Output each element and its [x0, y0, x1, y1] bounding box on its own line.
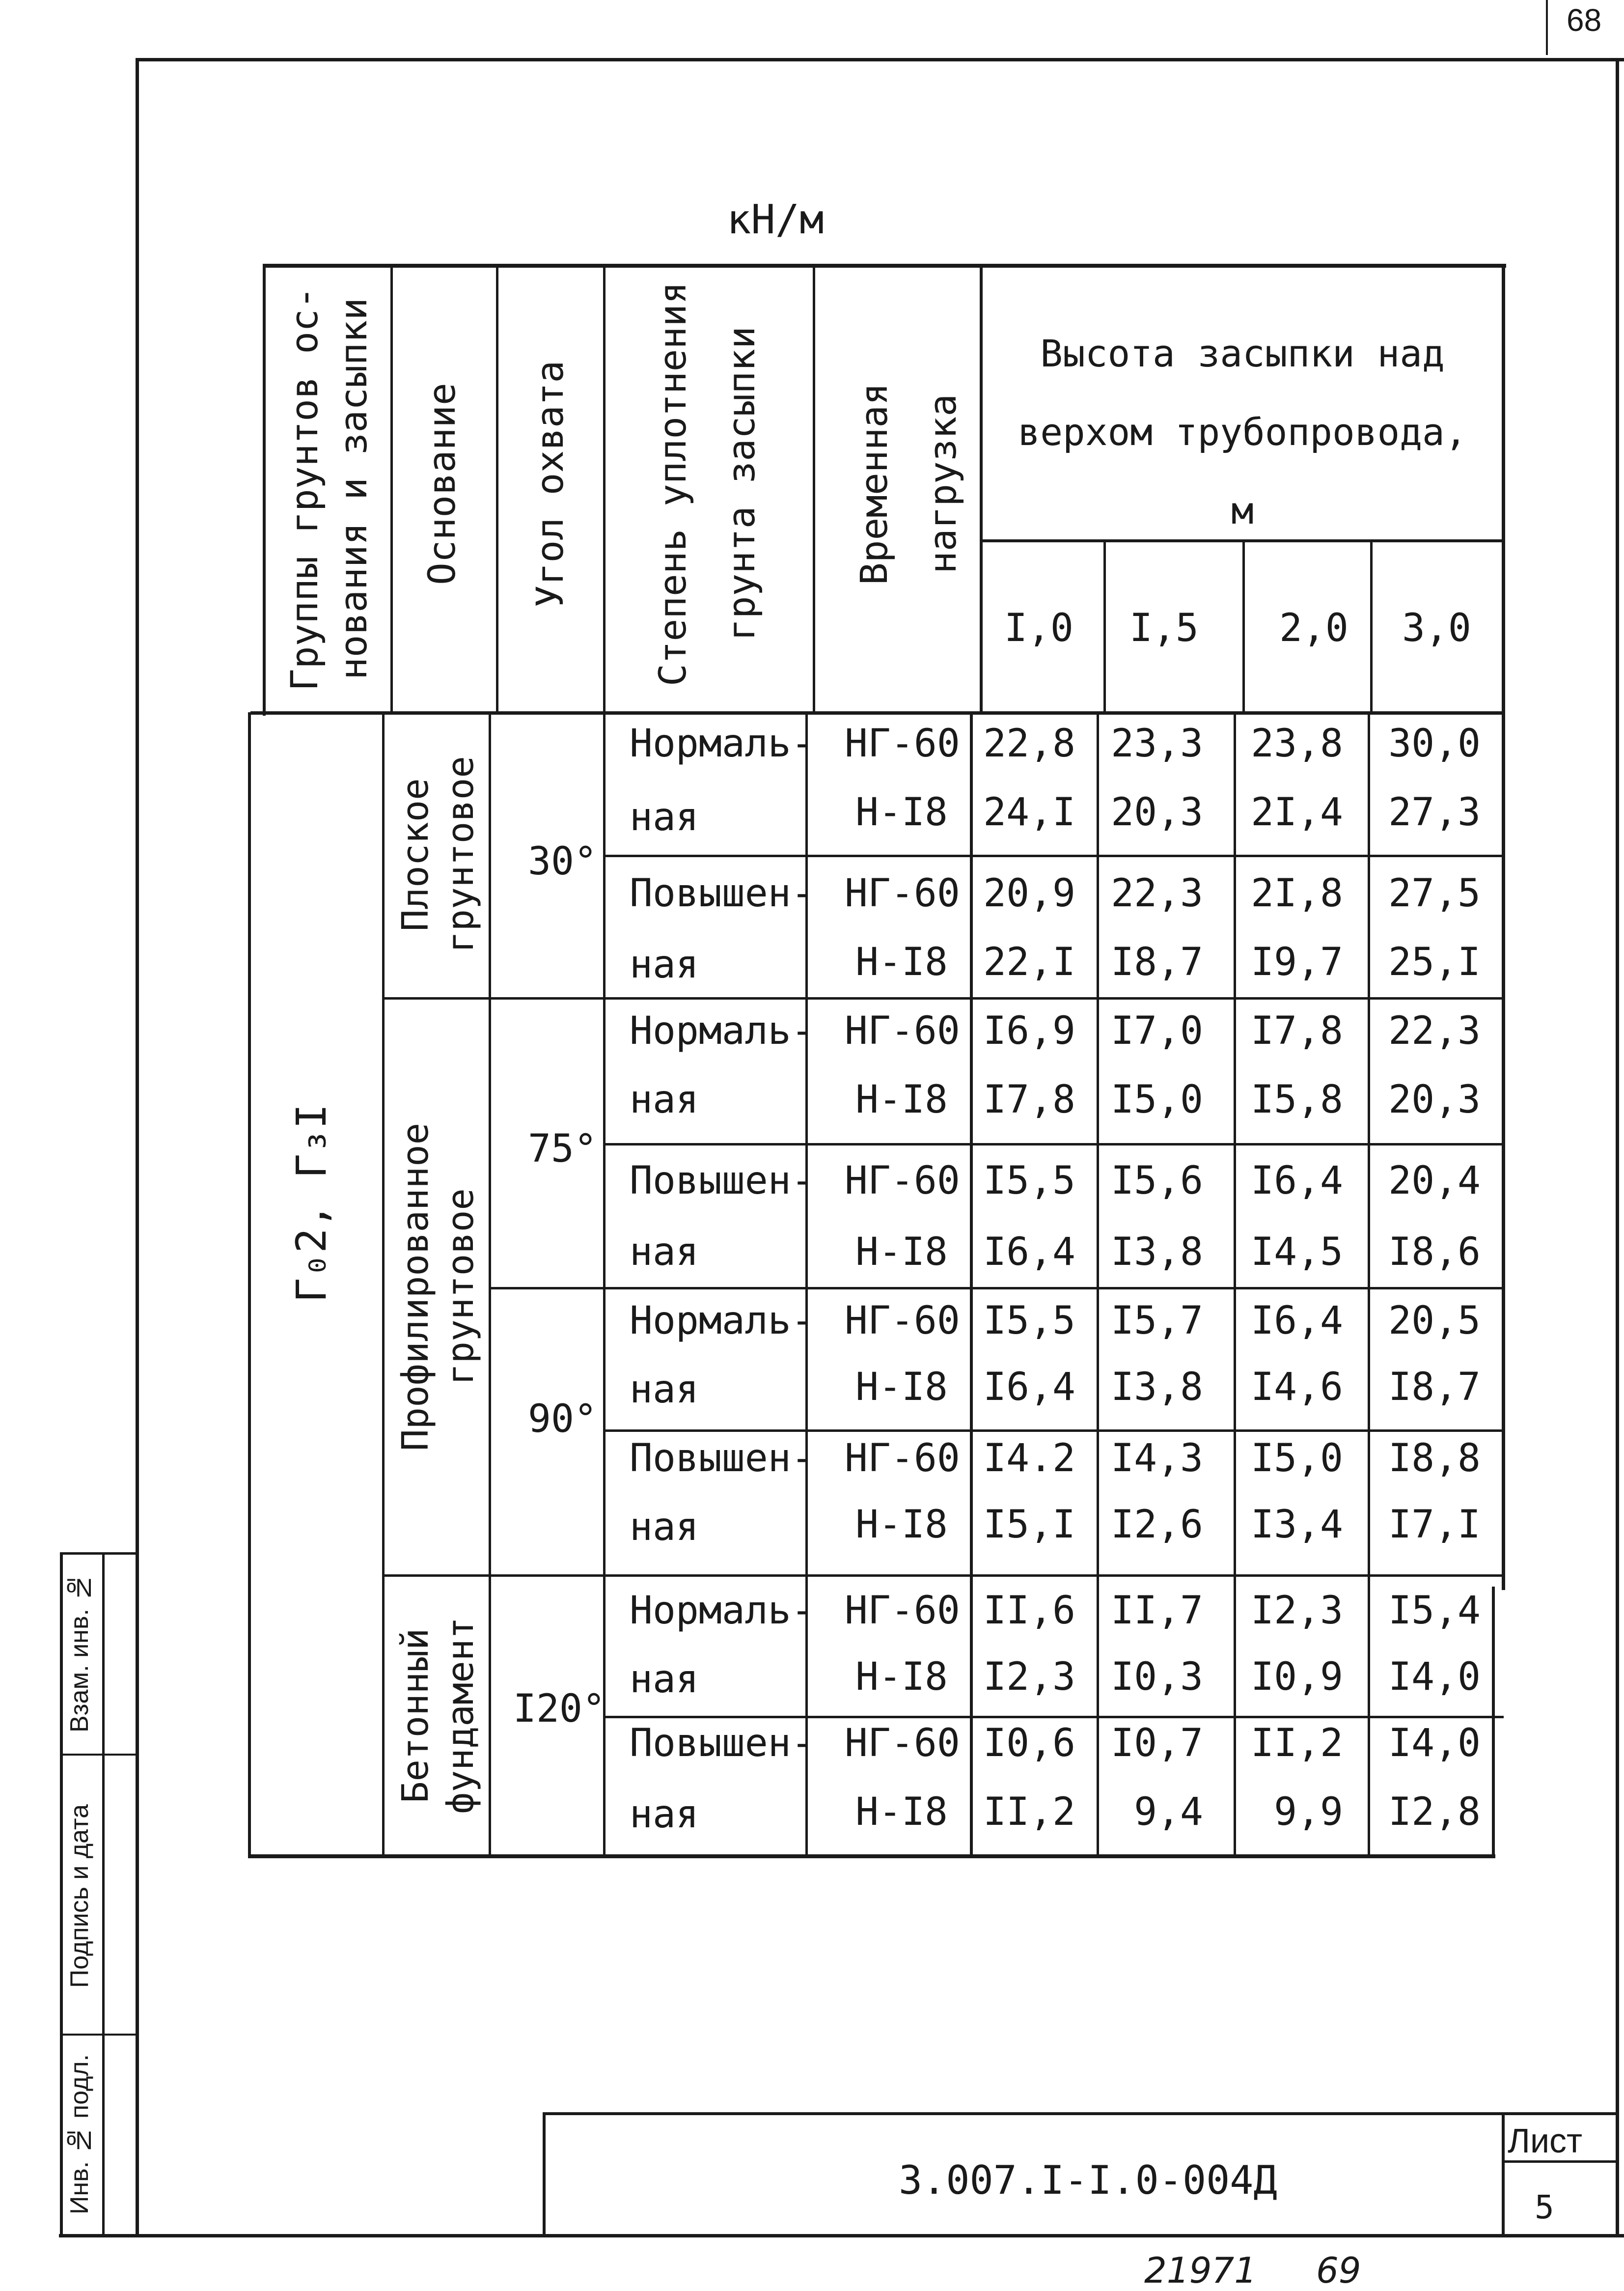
soil-group-value: Г₀2, Г₃I [287, 1104, 335, 1303]
load-cell: НГ-60 [845, 1436, 960, 1481]
table-top-border [265, 264, 1506, 268]
compaction-increased-1-a: Повышен- [630, 871, 814, 916]
frame-left [136, 58, 139, 2236]
load-cell: НГ-60 [845, 1589, 960, 1633]
header-soil-groups-line2: нования и засыпки [331, 298, 375, 680]
compaction-increased-3-a: Повышен- [630, 1436, 814, 1481]
value-cell: 27,3 [1388, 790, 1481, 835]
base-sep-1 [383, 997, 1504, 1000]
load-cell: Н-I8 [855, 1503, 948, 1547]
stamp-right-divider [1502, 2112, 1505, 2236]
value-cell: I2,6 [1111, 1503, 1203, 1547]
col8-line [1370, 540, 1373, 714]
header-compaction-line1: Степень уплотнения [651, 281, 694, 686]
col2-line [496, 264, 498, 714]
load-cell: Н-I8 [855, 1365, 948, 1409]
body-col3-line [603, 712, 606, 1857]
comp-sep-2 [604, 1143, 1504, 1146]
compaction-normal-3-a: Нормаль- [630, 1299, 814, 1343]
col1-line [390, 264, 393, 714]
header-soil-groups-line1: Группы грунтов ос- [282, 286, 326, 691]
load-cell: НГ-60 [845, 1159, 960, 1203]
body-col2-line [489, 712, 491, 1857]
value-cell: 27,5 [1388, 871, 1481, 916]
load-cell: Н-I8 [855, 1078, 948, 1122]
value-cell: I0,7 [1111, 1721, 1203, 1765]
side-label-inv-podl: Инв. № подл. [65, 2054, 94, 2215]
compaction-increased-3-b: ная [630, 1505, 699, 1549]
body-col7-line [1234, 712, 1236, 1857]
angle-75: 75° [528, 1127, 597, 1171]
base-profiled-line2: грунтовое [440, 1188, 482, 1386]
value-cell: 9,9 [1274, 1790, 1343, 1834]
compaction-normal-2-a: Нормаль- [630, 1009, 814, 1053]
value-cell: 2I,4 [1251, 790, 1343, 835]
value-cell: I5,0 [1251, 1436, 1343, 1481]
side-block-left [60, 1552, 63, 2236]
value-cell: I7,8 [1251, 1009, 1343, 1053]
value-cell: I5,4 [1388, 1589, 1481, 1633]
height-4: 3,0 [1402, 606, 1471, 650]
value-cell: 20,4 [1388, 1159, 1481, 1203]
page-number-divider [1546, 0, 1548, 55]
compaction-increased-4-a: Повышен- [630, 1721, 814, 1765]
load-cell: НГ-60 [845, 1721, 960, 1765]
header-load-line2: нагрузка [921, 393, 964, 574]
load-cell: Н-I8 [855, 1790, 948, 1834]
value-cell: I5,I [983, 1503, 1075, 1547]
table-left-border-lower [248, 712, 251, 1857]
value-cell: I5,8 [1251, 1078, 1343, 1122]
value-cell: 20,3 [1388, 1078, 1481, 1122]
base-concrete-line2: фундамент [440, 1617, 482, 1814]
side-label-sign-date: Подпись и дата [65, 1804, 94, 1988]
base-profiled [393, 1005, 483, 1569]
angle-90: 90° [528, 1397, 597, 1441]
base-concrete-line1: Бетонный [394, 1628, 437, 1803]
frame-right [1616, 58, 1619, 2237]
value-cell: I4.2 [983, 1436, 1075, 1481]
table-left-border [263, 264, 266, 716]
header-base: Основание [420, 383, 464, 585]
value-cell: I6,4 [983, 1230, 1075, 1274]
base-profiled-line1: Профилированное [394, 1122, 437, 1452]
value-cell: II,2 [983, 1790, 1075, 1834]
side-block-div1 [60, 1754, 138, 1756]
table-right-border-lower [1492, 1587, 1495, 1857]
side-block-top [60, 1552, 138, 1555]
value-cell: II,2 [1251, 1721, 1343, 1765]
value-cell: I6,4 [1251, 1299, 1343, 1343]
header-bottom [250, 711, 1504, 715]
compaction-normal-1-a: Нормаль- [630, 722, 814, 766]
header-height [985, 314, 1500, 550]
compaction-normal-1-b: ная [630, 795, 699, 839]
value-cell: 20,9 [983, 871, 1075, 916]
angle-30: 30° [528, 839, 597, 884]
value-cell: I7,I [1388, 1503, 1481, 1547]
value-cell: 22,3 [1111, 871, 1203, 916]
header-compaction [638, 275, 776, 693]
base-flat-line2: грунтовое [440, 756, 482, 953]
value-cell: I4,6 [1251, 1365, 1343, 1409]
load-cell: Н-I8 [855, 1655, 948, 1699]
height-2: I,5 [1129, 606, 1199, 650]
comp-sep-4 [604, 1716, 1504, 1718]
header-height-line3: м [1231, 489, 1254, 532]
side-block-mid [102, 1552, 105, 2236]
compaction-increased-4-b: ная [630, 1792, 699, 1837]
handwritten-page: 69 [1316, 2250, 1361, 2291]
value-cell: I4,0 [1388, 1721, 1481, 1765]
side-label-vzam: Взам. инв. № [65, 1573, 94, 1733]
height-1: I,0 [1004, 606, 1073, 650]
value-cell: I0,6 [983, 1721, 1075, 1765]
base-flat-line1: Плоское [394, 778, 437, 931]
value-cell: 9,4 [1134, 1790, 1203, 1834]
value-cell: I9,7 [1251, 940, 1343, 984]
value-cell: I5,0 [1111, 1078, 1203, 1122]
stamp-left [543, 2112, 546, 2236]
compaction-normal-4-b: ная [630, 1657, 699, 1702]
value-cell: I4,0 [1388, 1655, 1481, 1699]
value-cell: I6,4 [983, 1365, 1075, 1409]
header-soil-groups [280, 275, 378, 702]
value-cell: 22,3 [1388, 1009, 1481, 1053]
frame-bottom [59, 2234, 1624, 2237]
document-code: 3.007.I-I.0-004Д [899, 2157, 1277, 2203]
comp-sep-1 [604, 855, 1504, 857]
page-number: 68 [1567, 2, 1602, 38]
load-cell: НГ-60 [845, 871, 960, 916]
compaction-increased-2-b: ная [630, 1230, 699, 1274]
value-cell: I0,3 [1111, 1655, 1203, 1699]
value-cell: 20,5 [1388, 1299, 1481, 1343]
value-cell: I4,5 [1251, 1230, 1343, 1274]
value-cell: I4,3 [1111, 1436, 1203, 1481]
compaction-normal-2-b: ная [630, 1078, 699, 1122]
value-cell: 20,3 [1111, 790, 1203, 835]
load-cell: НГ-60 [845, 1299, 960, 1343]
value-cell: I3,8 [1111, 1230, 1203, 1274]
angle-120: I20° [513, 1687, 606, 1731]
value-cell: I5,7 [1111, 1299, 1203, 1343]
stamp-sheet-divider [1502, 2160, 1618, 2163]
stamp-top [543, 2112, 1618, 2115]
value-cell: 2I,8 [1251, 871, 1343, 916]
value-cell: I3,8 [1111, 1365, 1203, 1409]
value-cell: I6,9 [983, 1009, 1075, 1053]
value-cell: 30,0 [1388, 722, 1481, 766]
value-cell: 24,I [983, 790, 1075, 835]
col4-line [813, 264, 815, 714]
frame-top [138, 58, 1624, 61]
table-right-border [1502, 264, 1505, 1590]
header-height-line1: Высота засыпки над [1040, 332, 1445, 375]
value-cell: 22,8 [983, 722, 1075, 766]
value-cell: I8,7 [1111, 940, 1203, 984]
value-cell: 25,I [1388, 940, 1481, 984]
header-load [840, 275, 977, 693]
load-cell: Н-I8 [855, 940, 948, 984]
load-cell: Н-I8 [855, 1230, 948, 1274]
value-cell: I8,8 [1388, 1436, 1481, 1481]
header-height-line2: верхом трубопровода, [1018, 410, 1467, 454]
value-cell: I8,6 [1388, 1230, 1481, 1274]
header-angle: Угол охвата [528, 360, 572, 608]
value-cell: II,7 [1111, 1589, 1203, 1633]
value-cell: I7,8 [983, 1078, 1075, 1122]
header-load-line1: Временная [852, 383, 896, 585]
value-cell: I5,5 [983, 1299, 1075, 1343]
table-bottom-border [248, 1854, 1495, 1858]
value-cell: I2,3 [983, 1655, 1075, 1699]
load-cell: НГ-60 [845, 1009, 960, 1053]
base-sep-2 [383, 1574, 1504, 1577]
compaction-normal-3-b: ная [630, 1368, 699, 1412]
height-3: 2,0 [1279, 606, 1349, 650]
col3-line [603, 264, 606, 714]
col6-line [1103, 540, 1106, 714]
col7-line [1242, 540, 1245, 714]
value-cell: I5,6 [1111, 1159, 1203, 1203]
compaction-normal-4-a: Нормаль- [630, 1589, 814, 1633]
value-cell: I2,3 [1251, 1589, 1343, 1633]
compaction-increased-1-b: ная [630, 943, 699, 987]
value-cell: I0,9 [1251, 1655, 1343, 1699]
compaction-increased-2-a: Повышен- [630, 1159, 814, 1203]
value-cell: I8,7 [1388, 1365, 1481, 1409]
sheet-label: Лист [1508, 2122, 1583, 2160]
unit-label: кН/м [727, 196, 824, 243]
value-cell: II,6 [983, 1589, 1075, 1633]
value-cell: 23,8 [1251, 722, 1343, 766]
load-cell: Н-I8 [855, 790, 948, 835]
value-cell: I2,8 [1388, 1790, 1481, 1834]
body-col1-line [382, 712, 385, 1857]
value-cell: I5,5 [983, 1159, 1075, 1203]
handwritten-inventory: 21971 [1144, 2250, 1257, 2291]
angle-sep [489, 1287, 1504, 1289]
comp-sep-3 [604, 1429, 1504, 1432]
sheet-number: 5 [1535, 2188, 1554, 2226]
value-cell: I6,4 [1251, 1159, 1343, 1203]
base-flat [393, 717, 483, 992]
value-cell: 23,3 [1111, 722, 1203, 766]
value-cell: 22,I [983, 940, 1075, 984]
value-cell: I7,0 [1111, 1009, 1203, 1053]
body-col8-line [1368, 712, 1370, 1857]
base-concrete [393, 1579, 483, 1852]
load-cell: НГ-60 [845, 722, 960, 766]
value-cell: I3,4 [1251, 1503, 1343, 1547]
side-block-div2 [60, 2034, 138, 2036]
col5-line [980, 264, 983, 714]
header-compaction-line2: грунта засыпки [719, 326, 763, 642]
